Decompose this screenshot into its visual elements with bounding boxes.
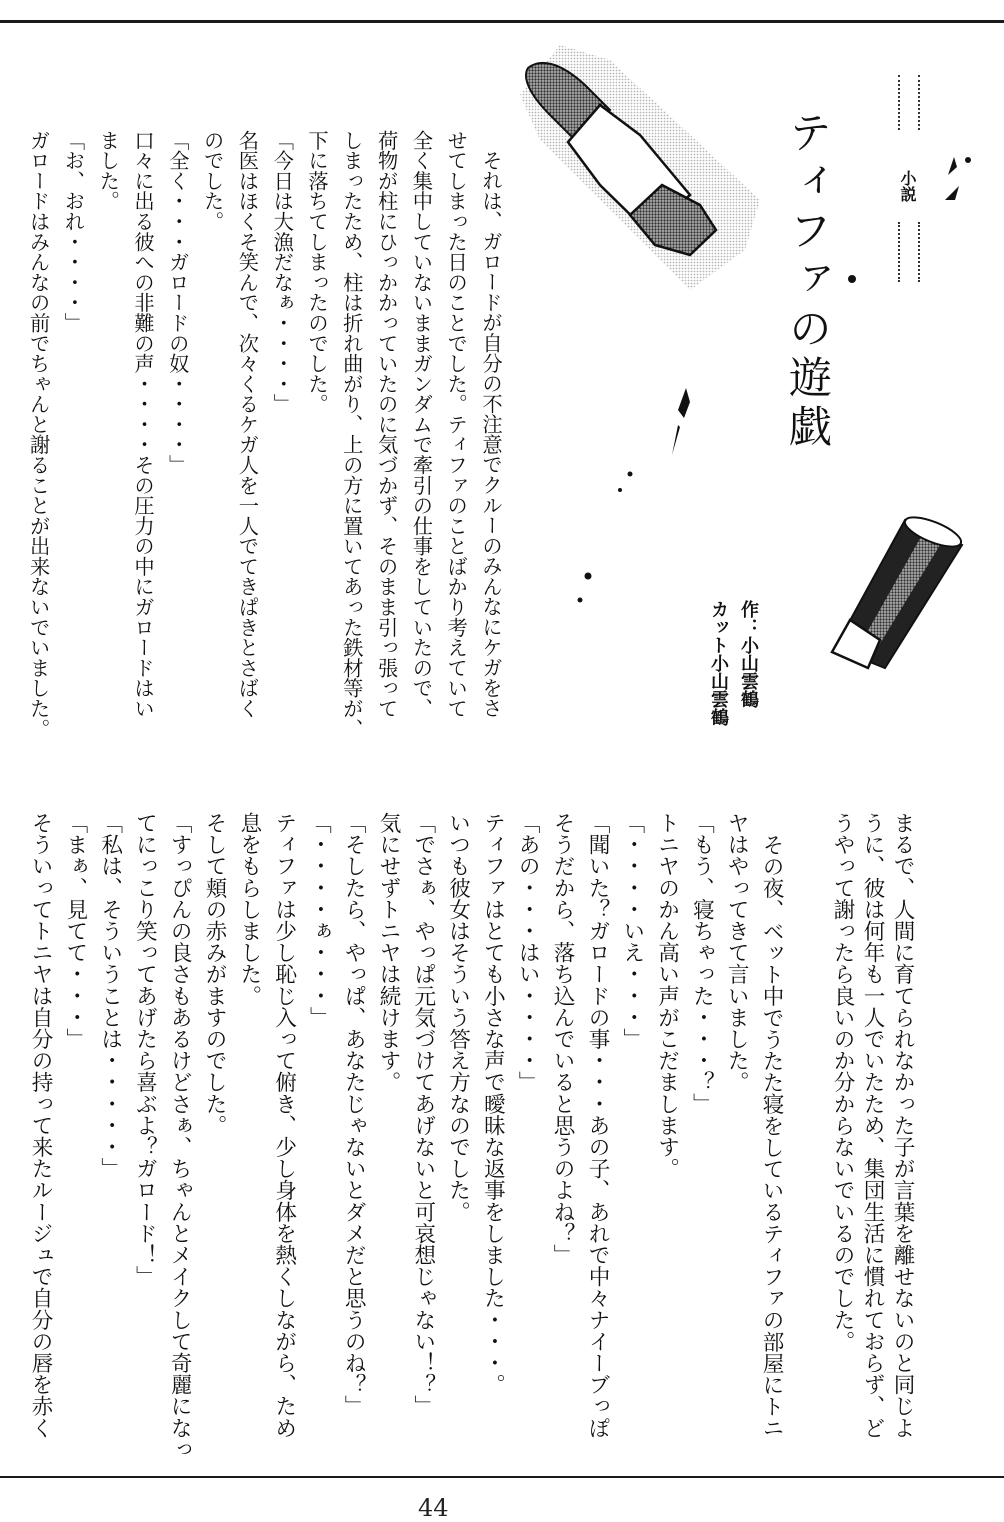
text-line: てにっこり笑ってあげたら喜ぶよ？ガロード！」 — [132, 812, 158, 1288]
story-title: ティファの遊戯 — [782, 110, 832, 453]
body-text-upper — [21, 130, 508, 740]
text-line: 「聞いた？ガロードの事・・・あの子、あれで中々ナイーブっぽ — [585, 812, 611, 1439]
text-line: そういってトニヤは自分の持って来たルージュで自分の唇を赤く — [28, 812, 54, 1439]
text-line: ヤはやってきて言いました。 — [724, 812, 750, 1093]
text-line: 「今日は大漁だなぁ・・・・」 — [270, 130, 295, 415]
decorative-ornament-top — [898, 75, 920, 130]
text-line: 「あの・・・はい・・・・」 — [515, 812, 541, 1093]
text-line: そうだから、落ち込んでいると思うのよね？」 — [550, 812, 575, 1266]
text-line: いつも彼女はそういう答え方なのでした。 — [445, 812, 471, 1223]
text-line: ました。 — [96, 130, 121, 212]
body-text-lower-a — [579, 812, 788, 1452]
text-line: 名医はほくそ笑んで、次々くるケガ人を一人でてきぱきとさばく — [235, 130, 260, 719]
text-line: のでした。 — [200, 130, 225, 232]
text-line: トニヤのかん高い声がこだまします。 — [654, 812, 680, 1180]
text-line: 「すっぴんの良さもあるけどさぁ、ちゃんとメイクして奇麗になっ — [167, 812, 193, 1460]
text-line: そして頬の赤みがますのでした。 — [202, 812, 228, 1136]
text-line: その夜、ベット中でうたた寝をしているティファの部屋にトニ — [759, 833, 784, 1439]
body-text-lower-intro — [827, 812, 917, 1452]
text-line: 「全く・・・ガロードの奴・・・・」 — [165, 130, 190, 475]
text-line: まるで、人間に育てられなかった子が言葉を離せないのと同じよ — [890, 812, 915, 1439]
text-line: しまったため、柱は折れ曲がり、上の方に置いてあった鉄材等が、 — [339, 130, 364, 739]
illustration-credit: カット小山雲鶴 — [708, 600, 729, 726]
text-line: 「そしたら、やっぱ、あなたじゃないとダメだと思うのね？」 — [341, 812, 367, 1417]
text-line: ティファはとても小さな声で曖昧な返事をしました・・・。 — [480, 812, 506, 1396]
genre-label: 小説 — [898, 170, 917, 202]
text-line: ガロードはみんなの前でちゃんと謝ることが出来ないでいました。 — [26, 130, 51, 739]
text-line: 気にせずトニヤは続けます。 — [376, 812, 402, 1093]
bottom-rule — [0, 1476, 1004, 1478]
lipstick-open-icon — [520, 45, 760, 290]
text-line: 「・・・・いえ・・・」 — [619, 812, 645, 1050]
text-line: 「でさぁ、やっぱ元気づけてあげないと可哀想じゃない！？」 — [410, 812, 436, 1417]
text-line: 息をもらしました。 — [236, 812, 262, 1007]
decorative-ornament-bottom — [898, 222, 920, 282]
body-text-lower-b — [22, 812, 579, 1460]
text-line: うに、彼は何年も一人でいたため、集団生活に慣れておらず、ど — [860, 812, 885, 1439]
text-line: 荷物が柱にひっかかっていたのに気づかず、そのまま引っ張って — [374, 130, 399, 719]
text-line: 全く集中していないままガンダムで牽引の仕事をしていたので、 — [409, 130, 434, 719]
author-credit: 作：小山雲鶴 — [738, 600, 759, 708]
text-line: うやって謝ったら良いのか分からないでいるのでした。 — [830, 812, 855, 1352]
lipstick-case-icon — [832, 511, 965, 668]
text-line: 下に落ちてしまったのでした。 — [305, 130, 330, 415]
text-line: 「もう、寝ちゃった・・・？」 — [689, 812, 715, 1115]
text-line: 「・・・・ぁ・・・」 — [306, 812, 332, 1028]
text-line: 口々に出る彼への非難の声・・・・その圧力の中にガロードはい — [131, 130, 156, 719]
text-line: せてしまった日のことでした。ティファのことばかり考えていて — [444, 130, 469, 719]
text-line: 「まぁ、見てて・・・」 — [62, 812, 88, 1050]
text-line: それは、ガロードが自分の不注意でクルーのみんなにケガをさ — [479, 150, 503, 719]
text-line: 「私は、そういうことは・・・・・」 — [97, 812, 123, 1180]
page-number: 44 — [418, 1494, 449, 1522]
text-line: ティファは少し恥じ入って俯き、少し身体を熱くしながら、ため — [271, 812, 297, 1439]
text-line: 「お、おれ・・・・」 — [61, 130, 86, 333]
